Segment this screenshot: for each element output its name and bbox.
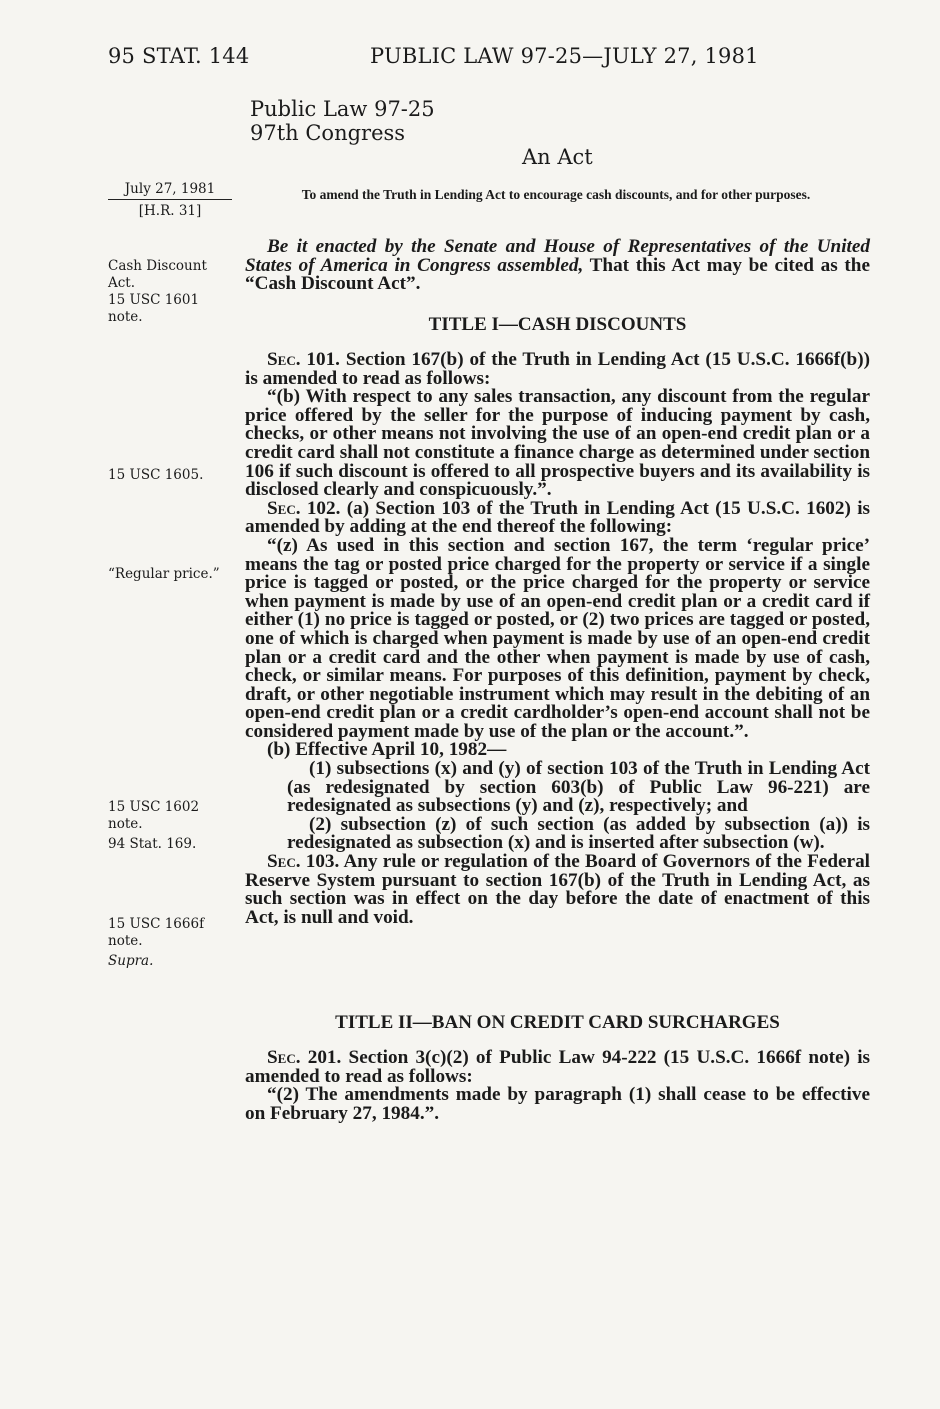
congress: 97th Congress bbox=[250, 121, 406, 145]
section-103-label: Sec. 103. bbox=[267, 851, 340, 873]
margin-note-regular-price: “Regular price.” bbox=[108, 566, 220, 582]
section-101: Sec. 101. Section 167(b) of the Truth in Lending Act (15 U.S.C. 1666f(b)) is amended to read as follows: bbox=[245, 349, 871, 389]
title-2-body bbox=[245, 1049, 870, 1123]
stat-page-number: 95 STAT. 144 bbox=[108, 44, 250, 68]
enacting-clause bbox=[245, 238, 870, 294]
section-102-b: (b) Effective April 10, 1982— bbox=[267, 739, 507, 761]
title-1-body bbox=[245, 351, 870, 927]
date-block bbox=[108, 181, 232, 219]
section-201-label: Sec. 201. bbox=[267, 1047, 342, 1068]
title-1-heading: TITLE I—CASH DISCOUNTS bbox=[428, 314, 687, 335]
margin-note-short-title: Cash Discount Act. 15 USC 1601 note. bbox=[108, 258, 207, 325]
act-label: An Act bbox=[522, 145, 593, 169]
margin-note-1602: 15 USC 1602 note. 94 Stat. 169. bbox=[108, 799, 200, 852]
section-103: Sec. 103. Any rule or regulation of the Board of Governors of the Federal Reserve System pursuant to section 167(b) of the Truth in Lending Act, as such section was in effect on the day before the date of enactment of this Act, is null and void. bbox=[245, 851, 870, 928]
section-201: Sec. 201. Section 3(c)(2) of Public Law 94-222 (15 U.S.C. 1666f note) is amended to read as follows: bbox=[245, 1047, 870, 1087]
act-purpose: To amend the Truth in Lending Act to encourage cash discounts, and for other purposes. bbox=[301, 187, 811, 202]
title-2-heading: TITLE II—BAN ON CREDIT CARD SURCHARGES bbox=[335, 1012, 780, 1033]
enacting-formula: Be it enacted by the Senate and House of Representatives of the United States of America in Congress assembled, bbox=[245, 236, 870, 276]
short-title-text: That this Act may be cited as the “Cash Discount Act”. bbox=[245, 254, 870, 295]
section-201-quote: “(2) The amendments made by paragraph (1) shall cease to be effective on February 27, 1984.”. bbox=[245, 1084, 870, 1124]
section-101-label: Sec. 101. bbox=[267, 349, 340, 370]
enactment-date: July 27, 1981 bbox=[108, 181, 232, 200]
section-102-quote: “(z) As used in this section and section 167, the term ‘regular price’ means the tag or posted price charged for the property or service if a single price is tagged or posted, or the price charged for the property or service when payment is made by use of an open-end credit plan or a credit card if either (1) no price is tagged or posted, or (2) two prices are tagged or posted, one of which is charged when payment is made by use of an open-end credit plan or a credit card and the other when payment is made by use of cash, check, or similar means. For purposes of this definition, payment by check, draft, or other negotiable instrument which may result in the debiting of an open-end credit plan or a credit cardholder’s open-end account shall not be considered payment made by use of the plan or the account.”. bbox=[245, 534, 870, 742]
bill-number: [H.R. 31] bbox=[138, 203, 202, 219]
section-102-b1: (1) subsections (x) and (y) of section 103 of the Truth in Lending Act (as redesignated by section 603(b) of Public Law 96-221) are redesignated as subsections (y) and (z), respectively; and bbox=[287, 758, 870, 817]
section-102: Sec. 102. (a) Section 103 of the Truth in Lending Act (15 U.S.C. 1602) is amended by adding at the end thereof the following: bbox=[245, 497, 870, 538]
margin-note-1666f: 15 USC 1666f note. Supra. bbox=[108, 916, 205, 969]
section-102-label: Sec. 102. bbox=[267, 497, 341, 519]
running-header: PUBLIC LAW 97-25—JULY 27, 1981 bbox=[370, 44, 759, 68]
public-law-number: Public Law 97-25 bbox=[250, 97, 435, 121]
section-101-quote: “(b) With respect to any sales transaction, any discount from the regular price offered by the seller for the purpose of inducing payment by cash, checks, or other means not involving the use of an open-end credit plan or a credit card shall not constitute a finance charge as determined under section 106 if such discount is offered to all prospective buyers and its availability is disclosed clearly and conspicuously.”. bbox=[245, 386, 870, 501]
section-102-b2: (2) subsection (z) of such section (as added by subsection (a)) is redesignated as subsection (x) and is inserted after subsection (w). bbox=[287, 813, 870, 854]
margin-note-1605: 15 USC 1605. bbox=[108, 467, 204, 483]
